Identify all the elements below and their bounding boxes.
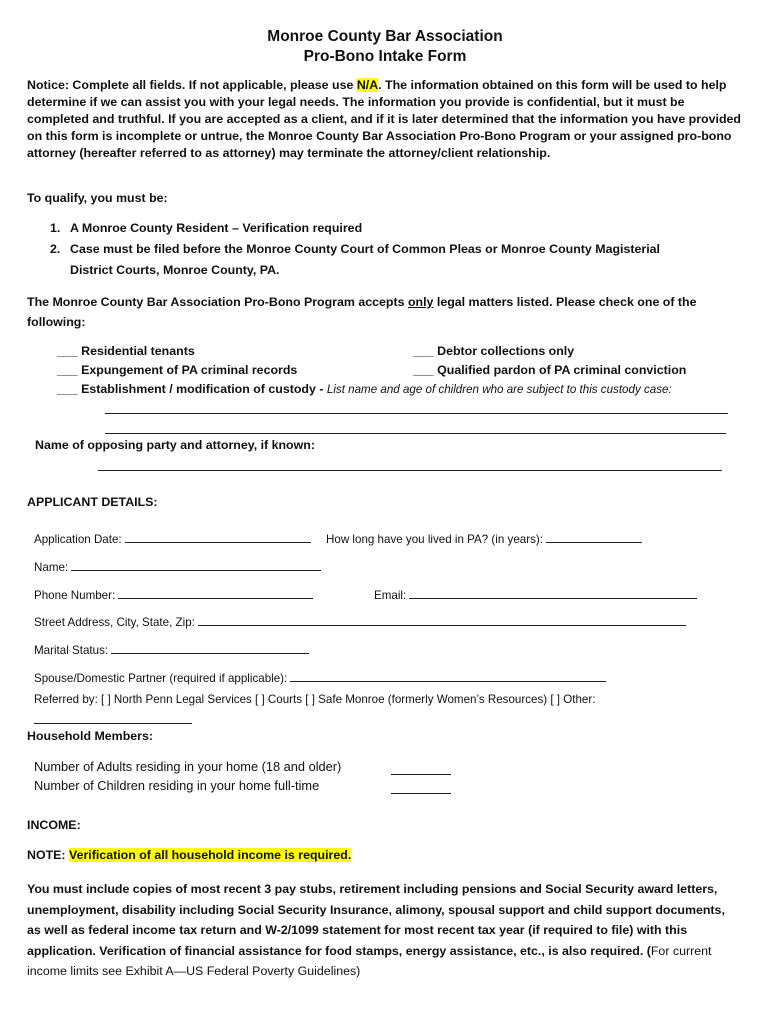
custody-children-line-1[interactable] [105,413,728,414]
income-note-highlight: Verification of all household income is required. [69,848,352,862]
qualify-item-2-cont: District Courts, Monroe County, PA. [70,263,280,277]
adults-count-label: Number of Adults residing in your home (18 and older) [34,759,342,774]
children-count-label: Number of Children residing in your home full-time [34,778,320,793]
qualify-heading: To qualify, you must be: [27,191,168,205]
marital-status-blank[interactable] [111,642,309,654]
email-blank[interactable] [409,587,697,599]
spouse-field[interactable]: Spouse/Domestic Partner (required if applicable): [34,670,606,685]
check-qualified-pardon[interactable]: ___ Qualified pardon of PA criminal conviction [413,363,687,377]
household-heading: Household Members: [27,729,153,743]
income-note: NOTE: Verification of all household income is required. [27,848,352,862]
income-heading: INCOME: [27,818,81,832]
check-debtor-collections[interactable]: ___ Debtor collections only [413,344,575,358]
application-date-field[interactable]: Application Date: [34,531,311,546]
notice-paragraph: Notice: Complete all fields. If not applicable, please use N/A. The information obtained on this form will be used to help determine if we can assist you with your legal needs. The information you provide is confidential, but it must be completed and truthful. If you are accepted as a client, and if it is later determined that the information you have provided on this form is incomplete or untrue, the Monroe County Bar Association Pro-Bono Program or your assigned pro-bono attorney (hereafter referred to as attorney) may terminate the attorney/client relationship. [27,78,741,160]
form-subtitle: Pro-Bono Intake Form [303,48,467,65]
marital-status-field[interactable]: Marital Status: [34,642,309,657]
name-blank[interactable] [71,559,321,571]
check-expungement[interactable]: ___ Expungement of PA criminal records [57,363,298,377]
street-address-blank[interactable] [198,614,686,626]
qualify-item-2: 2. Case must be filed before the Monroe County Court of Common Pleas or Monroe County Magisterial [50,242,660,256]
custody-children-line-2[interactable] [105,433,726,434]
opposing-party-line[interactable] [98,470,722,471]
street-address-field[interactable]: Street Address, City, State, Zip: [34,614,686,629]
adults-count-blank[interactable] [391,774,451,775]
years-in-pa-field[interactable]: How long have you lived in PA? (in years): [326,531,642,546]
opposing-party-label: Name of opposing party and attorney, if known: [35,438,315,452]
income-instructions: You must include copies of most recent 3 pay stubs, retirement including pensions and Social Security award letters, unemployment, disability including Social Security Insurance, alimony, spousal support and child support documents, as well as federal income tax return and W-2/1099 statement for most recent tax year (if required to file) with this application. Verification of financial assistance for food stamps, energy assistance, etc., is also required. (For current income limits see Exhibit A—US Federal Poverty Guidelines) [27,882,725,978]
matters-intro: The Monroe County Bar Association Pro-Bono Program accepts only legal matters listed. Please check one of the following: [27,295,697,329]
referred-other-blank[interactable] [34,723,192,724]
children-count-blank[interactable] [391,793,451,794]
years-in-pa-blank[interactable] [546,531,642,543]
qualify-item-1: 1. A Monroe County Resident – Verification required [50,221,363,235]
na-highlight: N/A [356,78,379,92]
application-date-blank[interactable] [125,531,311,543]
name-field[interactable]: Name: [34,559,321,574]
email-field[interactable]: Email: [374,587,697,602]
check-residential-tenants[interactable]: ___ Residential tenants [57,344,195,358]
referred-by-field[interactable]: Referred by: [ ] North Penn Legal Services [ ] Courts [ ] Safe Monroe (formerly Women’s Resources) [ ] Other: [34,693,596,706]
phone-blank[interactable] [118,587,313,599]
applicant-details-heading: APPLICANT DETAILS: [27,495,158,509]
check-custody[interactable]: ___ Establishment / modification of custody - List name and age of children who are subject to this custody case: [57,382,672,396]
form-title: Monroe County Bar Association [267,28,503,45]
spouse-blank[interactable] [290,670,606,682]
phone-field[interactable]: Phone Number: [34,587,313,602]
